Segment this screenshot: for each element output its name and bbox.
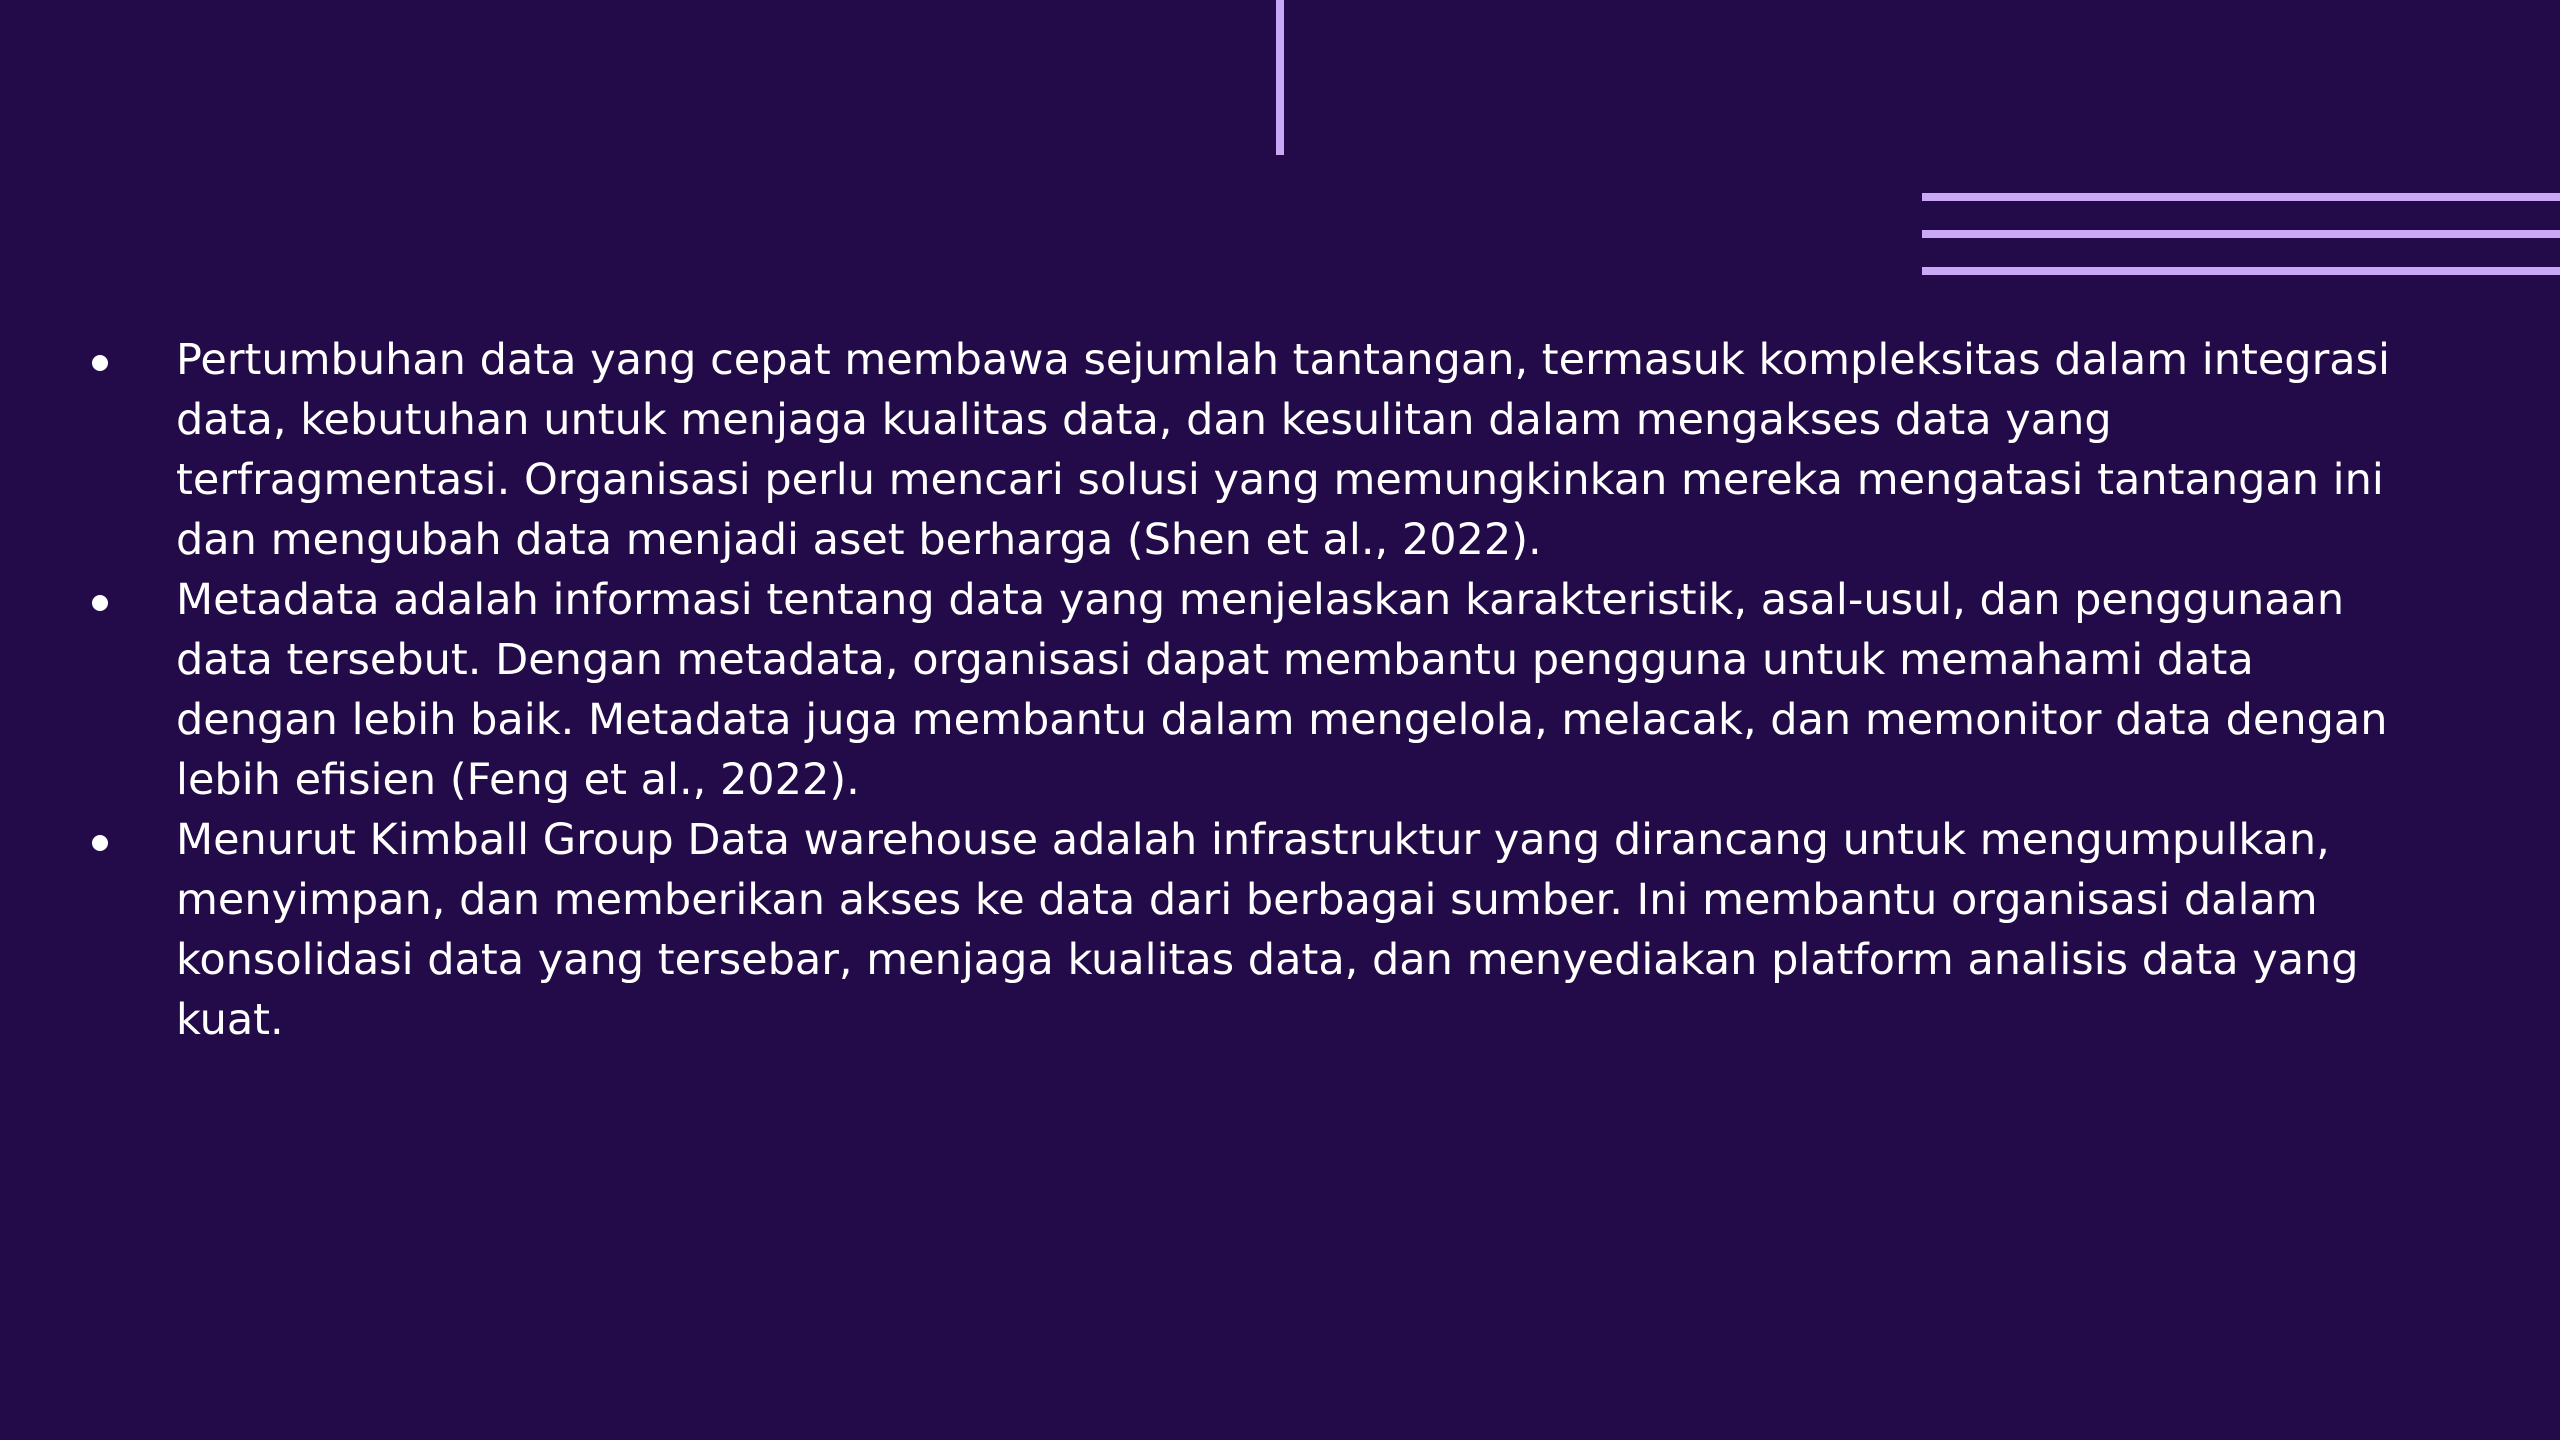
slide-content (86, 330, 2426, 1050)
bullet-item-3 (86, 810, 2426, 1050)
bullet-text: Menurut Kimball Group Data warehouse adalah infrastruktur yang dirancang untuk mengumpulkan, menyimpan, dan memberikan akses ke data dari berbagai sumber. Ini membantu organisasi dalam konsolidasi data yang tersebar, menjaga kualitas data, dan menyediakan platform analisis data yang kuat. (176, 815, 2359, 1045)
bullet-text: Pertumbuhan data yang cepat membawa sejumlah tantangan, termasuk kompleksitas dalam integrasi data, kebutuhan untuk menjaga kualitas data, dan kesulitan dalam mengakses data yang terfragmentasi. Organisasi perlu mencari solusi yang memungkinkan mereka mengatasi tantangan ini dan mengubah data menjadi aset berharga (Shen et al., 2022). (176, 335, 2390, 565)
bullet-item-2 (86, 570, 2426, 810)
bullet-list (86, 330, 2426, 1050)
decorative-horizontal-lines (1922, 193, 2560, 279)
decorative-line-1 (1922, 193, 2560, 201)
bullet-dot-icon (92, 835, 108, 851)
decorative-line-2 (1922, 230, 2560, 238)
bullet-text: Metadata adalah informasi tentang data yang menjelaskan karakteristik, asal-usul, dan penggunaan data tersebut. Dengan metadata, organisasi dapat membantu pengguna untuk memahami data dengan lebih baik. Metadata juga membantu dalam mengelola, melacak, dan memonitor data dengan lebih efisien (Feng et al., 2022). (176, 575, 2388, 805)
decorative-line-3 (1922, 267, 2560, 275)
decorative-vertical-line (1276, 0, 1284, 155)
bullet-dot-icon (92, 595, 108, 611)
bullet-item-1 (86, 330, 2426, 570)
bullet-dot-icon (92, 355, 108, 371)
